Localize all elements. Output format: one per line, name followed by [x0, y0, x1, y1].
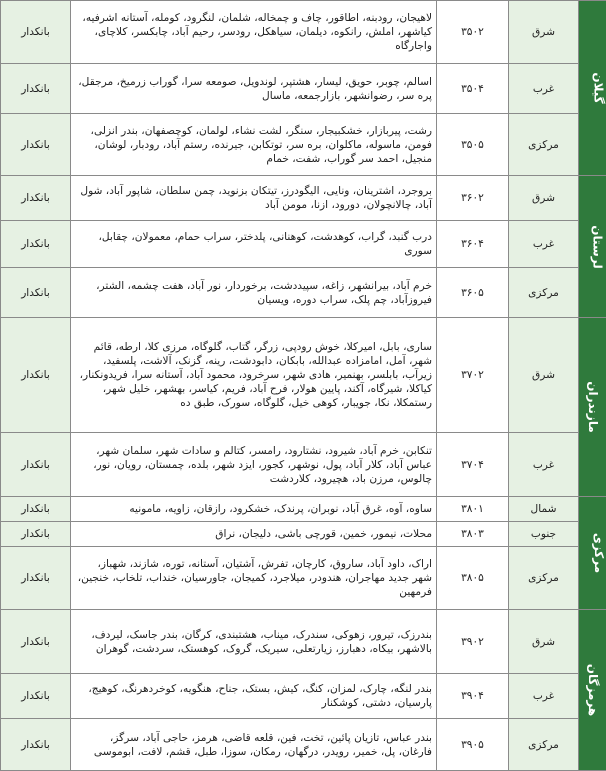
table-row	[1, 522, 606, 547]
status-cell: بانکدار	[1, 176, 71, 221]
code-cell: ۳۵۰۵	[437, 114, 509, 176]
table-row	[1, 547, 606, 610]
cities-cell: درب گنبد، گراب، کوهدشت، کوهنانی، پلدختر، سراب حمام، معمولان، چقابل، سوری	[71, 221, 437, 268]
table-row	[1, 114, 606, 176]
province-name: گیلان	[592, 72, 606, 103]
table-row	[1, 719, 606, 771]
code-cell: ۳۶۰۲	[437, 176, 509, 221]
code-cell: ۳۹۰۴	[437, 674, 509, 719]
code-cell: ۳۷۰۴	[437, 433, 509, 497]
region-cell: مرکزی	[509, 719, 579, 771]
table-row	[1, 268, 606, 318]
cities-cell: اراک، داود آباد، ساروق، کارچان، تفرش، آشتیان، آستانه، توره، شازند، شهباز، شهر جدید مهاجران، هندودر، میلاجرد، کمیجان، جاورسیان، خنداب، تلخاب، خنجین، فرمهین	[71, 547, 437, 610]
status-cell: بانکدار	[1, 268, 71, 318]
table-row	[1, 176, 606, 221]
code-cell: ۳۸۰۱	[437, 497, 509, 522]
province-name: مازندران	[586, 381, 600, 433]
province-cell	[579, 1, 606, 176]
region-cell: مرکزی	[509, 268, 579, 318]
status-cell: بانکدار	[1, 610, 71, 674]
region-cell: شرق	[509, 176, 579, 221]
status-cell: بانکدار	[1, 719, 71, 771]
region-cell: غرب	[509, 674, 579, 719]
region-cell: غرب	[509, 221, 579, 268]
province-name: هرمزگان	[586, 664, 600, 716]
cities-cell: خرم آباد، بیرانشهر، زاغه، سپیددشت، برخوردار، نور آباد، هفت چشمه، الشتر، فیروزآباد، چم پلک، سراب دوره، ویسیان	[71, 268, 437, 318]
status-cell: بانکدار	[1, 522, 71, 547]
status-cell: بانکدار	[1, 433, 71, 497]
code-cell: ۳۸۰۳	[437, 522, 509, 547]
cities-cell: بندر عباس، تازیان پائین، تخت، فین، قلعه قاضی، هرمز، حاجی آباد، سرگز، فارغان، پل، خمیر، رویدر، درگهان، رمکان، سوزا، طبل، قشم، لافت، ابوموسی	[71, 719, 437, 771]
code-cell: ۳۵۰۴	[437, 64, 509, 114]
status-cell: بانکدار	[1, 674, 71, 719]
region-cell: شرق	[509, 610, 579, 674]
cities-cell: ساری، بابل، امیرکلا، خوش رودپی، زرگر، گتاب، گلوگاه، مرزی کلا، ارطه، قائم شهر، آمل، امامزاده عبدالله، بابکان، دابودشت، رینه، گزنک، آلاشت، پلسفید، زیرآب، بابلسر، بهنمیر، هادی شهر، سرخرود، محمود آباد، آستانه سرا، فریدونکنار، کیاکلا، شیرگاه، آکند، پایین هولار، فرح آباد، فریم، کیاسر، بهشهر، خلیل شهر، رستمکلا، نکا، جویبار، کوهی خیل، گلوگاه، سورک، طبق ده	[71, 318, 437, 433]
code-cell: ۳۸۰۵	[437, 547, 509, 610]
region-cell: شمال	[509, 497, 579, 522]
code-cell: ۳۹۰۵	[437, 719, 509, 771]
status-cell: بانکدار	[1, 547, 71, 610]
province-name: مرکزی	[592, 533, 606, 573]
table-row	[1, 64, 606, 114]
cities-cell: رشت، پیربازار، خشکبیجار، سنگر، لشت نشاء، لولمان، کوچصفهان، بندر انزلی، فومن، ماسوله، ماکلوان، بره سر، توتکابن، جیرنده، رستم آباد، رودبار، لوشان، منجیل، احمد سر گوراب، شفت، خمام	[71, 114, 437, 176]
table-row	[1, 610, 606, 674]
cities-cell: محلات، نیمور، خمین، قورچی باشی، دلیجان، نراق	[71, 522, 437, 547]
province-name: لرستان	[590, 225, 604, 268]
code-cell: ۳۶۰۴	[437, 221, 509, 268]
cities-cell: بندر لنگه، چارک، لمزان، کنگ، کیش، بستک، جناح، هنگویه، کوخردهرنگ، کوهیج، پارسیان، دشتی، کوشکنار	[71, 674, 437, 719]
table-body	[1, 1, 606, 771]
region-cell: غرب	[509, 433, 579, 497]
region-cell: شرق	[509, 1, 579, 64]
cities-cell: اسالم، چوبر، حویق، لیسار، هشتپر، لوندویل، صومعه سرا، گوراب زرمیخ، مرجقل، پره سر، رضوانشهر، بازارجمعه، ماسال	[71, 64, 437, 114]
code-cell: ۳۷۰۲	[437, 318, 509, 433]
status-cell: بانکدار	[1, 497, 71, 522]
status-cell: بانکدار	[1, 318, 71, 433]
region-cell: جنوب	[509, 522, 579, 547]
region-cell: مرکزی	[509, 114, 579, 176]
table-row	[1, 433, 606, 497]
region-cell: غرب	[509, 64, 579, 114]
cities-cell: بندرزک، تیرور، زهوکی، سندرک، میناب، هشتبندی، کرگان، بندر جاسک، لیردف، بالاشهر، بیکاه، دهبارز، زیارتعلی، سیریک، گروک، کوهستک، سردشت، گوهران	[71, 610, 437, 674]
province-cell	[579, 318, 606, 497]
province-cell	[579, 176, 606, 318]
table-row	[1, 497, 606, 522]
code-cell: ۳۵۰۲	[437, 1, 509, 64]
table-row	[1, 221, 606, 268]
code-cell: ۳۶۰۵	[437, 268, 509, 318]
cities-cell: لاهیجان، رودبنه، اطاقور، چاف و چمخاله، شلمان، لنگرود، کومله، آستانه اشرفیه، کیاشهر، املش، رانکوه، دیلمان، سیاهکل، رودسر، رحیم آباد، چابکسر، کلاچای، واجارگاه	[71, 1, 437, 64]
cities-cell: ساوه، آوه، غرق آباد، نوبران، پرندک، خشکرود، رازقان، زاویه، مامونیه	[71, 497, 437, 522]
cities-cell: تنکابن، خرم آباد، شیرود، نشتارود، رامسر، کتالم و سادات شهر، سلمان شهر، عباس آباد، کلار آباد، پول، نوشهر، کجور، ایزد شهر، بلده، چمستان، رویان، نور، چالوس، مرزن باد، هچیرود، کلاردشت	[71, 433, 437, 497]
region-cell: شرق	[509, 318, 579, 433]
status-cell: بانکدار	[1, 221, 71, 268]
table-row	[1, 318, 606, 433]
code-cell: ۳۹۰۲	[437, 610, 509, 674]
province-cell	[579, 610, 606, 771]
status-cell: بانکدار	[1, 114, 71, 176]
region-cell: مرکزی	[509, 547, 579, 610]
status-cell: بانکدار	[1, 64, 71, 114]
province-cell	[579, 497, 606, 610]
table-row	[1, 674, 606, 719]
table-row	[1, 1, 606, 64]
cities-cell: بروجرد، اشترینان، ونایی، الیگودرز، تیتکان بزنوید، چمن سلطان، شاپور آباد، شول آباد، چالانچولان، دورود، ازنا، مومن آباد	[71, 176, 437, 221]
status-cell: بانکدار	[1, 1, 71, 64]
